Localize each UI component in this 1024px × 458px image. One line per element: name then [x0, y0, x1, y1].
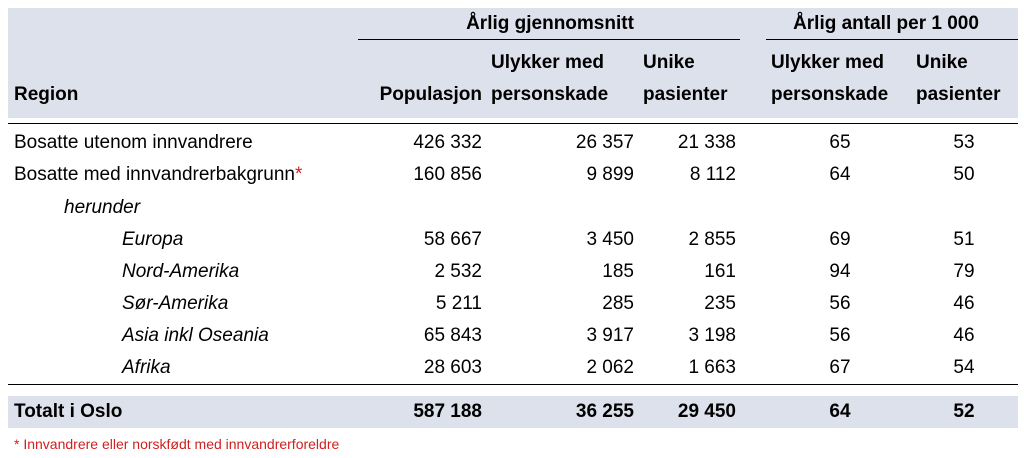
row-label: Asia inkl Oseania: [122, 325, 269, 346]
cell-ulykker: 3 917: [586, 325, 634, 346]
col-header-unike-line2: pasienter: [643, 84, 728, 105]
cell-ulykker: 3 450: [586, 229, 634, 250]
group-underline-2: [766, 39, 1018, 40]
cell-unike: 3 198: [688, 325, 736, 346]
cell-populasjon: 5 211: [435, 293, 482, 314]
row-label: Sør-Amerika: [122, 293, 229, 314]
col-header-rate-unike-line2: pasienter: [916, 84, 1001, 105]
row-label: Nord-Amerika: [122, 261, 240, 282]
col-header-rate-ulykker-line1: Ulykker med: [771, 52, 885, 73]
cell-ulykker: 9 899: [586, 164, 634, 185]
cell-rate-unike: 79: [953, 261, 975, 282]
cell-populasjon: 426 332: [413, 132, 482, 153]
cell-populasjon: 65 843: [423, 325, 482, 346]
cell-unike: 21 338: [677, 132, 736, 153]
cell-unike: 161: [704, 261, 736, 282]
cell-rate-ulykker: 67: [829, 357, 851, 378]
row-label: Europa: [122, 229, 184, 250]
cell-rate-unike: 46: [953, 325, 975, 346]
cell-ulykker: 185: [602, 261, 634, 282]
total-top-rule: [8, 384, 1018, 385]
cell-rate-ulykker: 56: [829, 293, 851, 314]
footnote-marker: *: [294, 164, 303, 185]
cell-unike: 1 663: [688, 357, 736, 378]
cell-rate-unike: 54: [953, 357, 975, 378]
total-unike: 29 450: [677, 401, 736, 422]
cell-rate-ulykker: 65: [829, 132, 851, 153]
cell-rate-ulykker: 69: [829, 229, 851, 250]
row-label-text: Bosatte med innvandrerbakgrunn: [14, 164, 295, 185]
row-label: [14, 164, 302, 186]
cell-ulykker: 2 062: [586, 357, 634, 378]
cell-rate-ulykker: 64: [829, 164, 851, 185]
col-header-rate-unike-line1: Unike: [916, 52, 968, 73]
subgroup-label: herunder: [64, 197, 141, 218]
cell-rate-ulykker: 56: [829, 325, 851, 346]
cell-ulykker: 26 357: [575, 132, 634, 153]
footnote: * Innvandrere eller norskfødt med innvandrerforeldre: [14, 436, 340, 452]
cell-rate-unike: 51: [953, 229, 975, 250]
col-header-ulykker-line2: personskade: [491, 84, 609, 105]
col-header-populasjon: Populasjon: [379, 84, 482, 105]
group-header-annual-average: Årlig gjennomsnitt: [466, 13, 634, 34]
cell-unike: 8 112: [689, 164, 736, 185]
cell-populasjon: 2 532: [434, 261, 482, 282]
col-header-rate-ulykker-line2: personskade: [771, 84, 889, 105]
row-label: Bosatte utenom innvandrere: [14, 132, 253, 153]
cell-populasjon: 160 856: [413, 164, 482, 185]
group-header-annual-per-1000: Årlig antall per 1 000: [793, 13, 979, 34]
cell-unike: 235: [704, 293, 736, 314]
total-rate-unike: 52: [953, 401, 975, 422]
cell-unike: 2 855: [688, 229, 736, 250]
total-rate-ulykker: 64: [829, 401, 851, 422]
cell-ulykker: 285: [602, 293, 634, 314]
cell-rate-unike: 53: [953, 132, 975, 153]
cell-populasjon: 58 667: [423, 229, 482, 250]
cell-rate-ulykker: 94: [829, 261, 851, 282]
group-underline-1: [358, 39, 740, 40]
header-bottom-rule: [8, 123, 1018, 124]
col-header-ulykker-line1: Ulykker med: [491, 52, 605, 73]
col-header-unike-line1: Unike: [643, 52, 695, 73]
cell-rate-unike: 46: [953, 293, 975, 314]
total-label: Totalt i Oslo: [14, 401, 123, 422]
row-label: Afrika: [122, 357, 171, 378]
cell-rate-unike: 50: [953, 164, 975, 185]
cell-populasjon: 28 603: [423, 357, 482, 378]
total-populasjon: 587 188: [413, 401, 482, 422]
col-header-region: Region: [14, 84, 79, 105]
total-ulykker: 36 255: [575, 401, 634, 422]
